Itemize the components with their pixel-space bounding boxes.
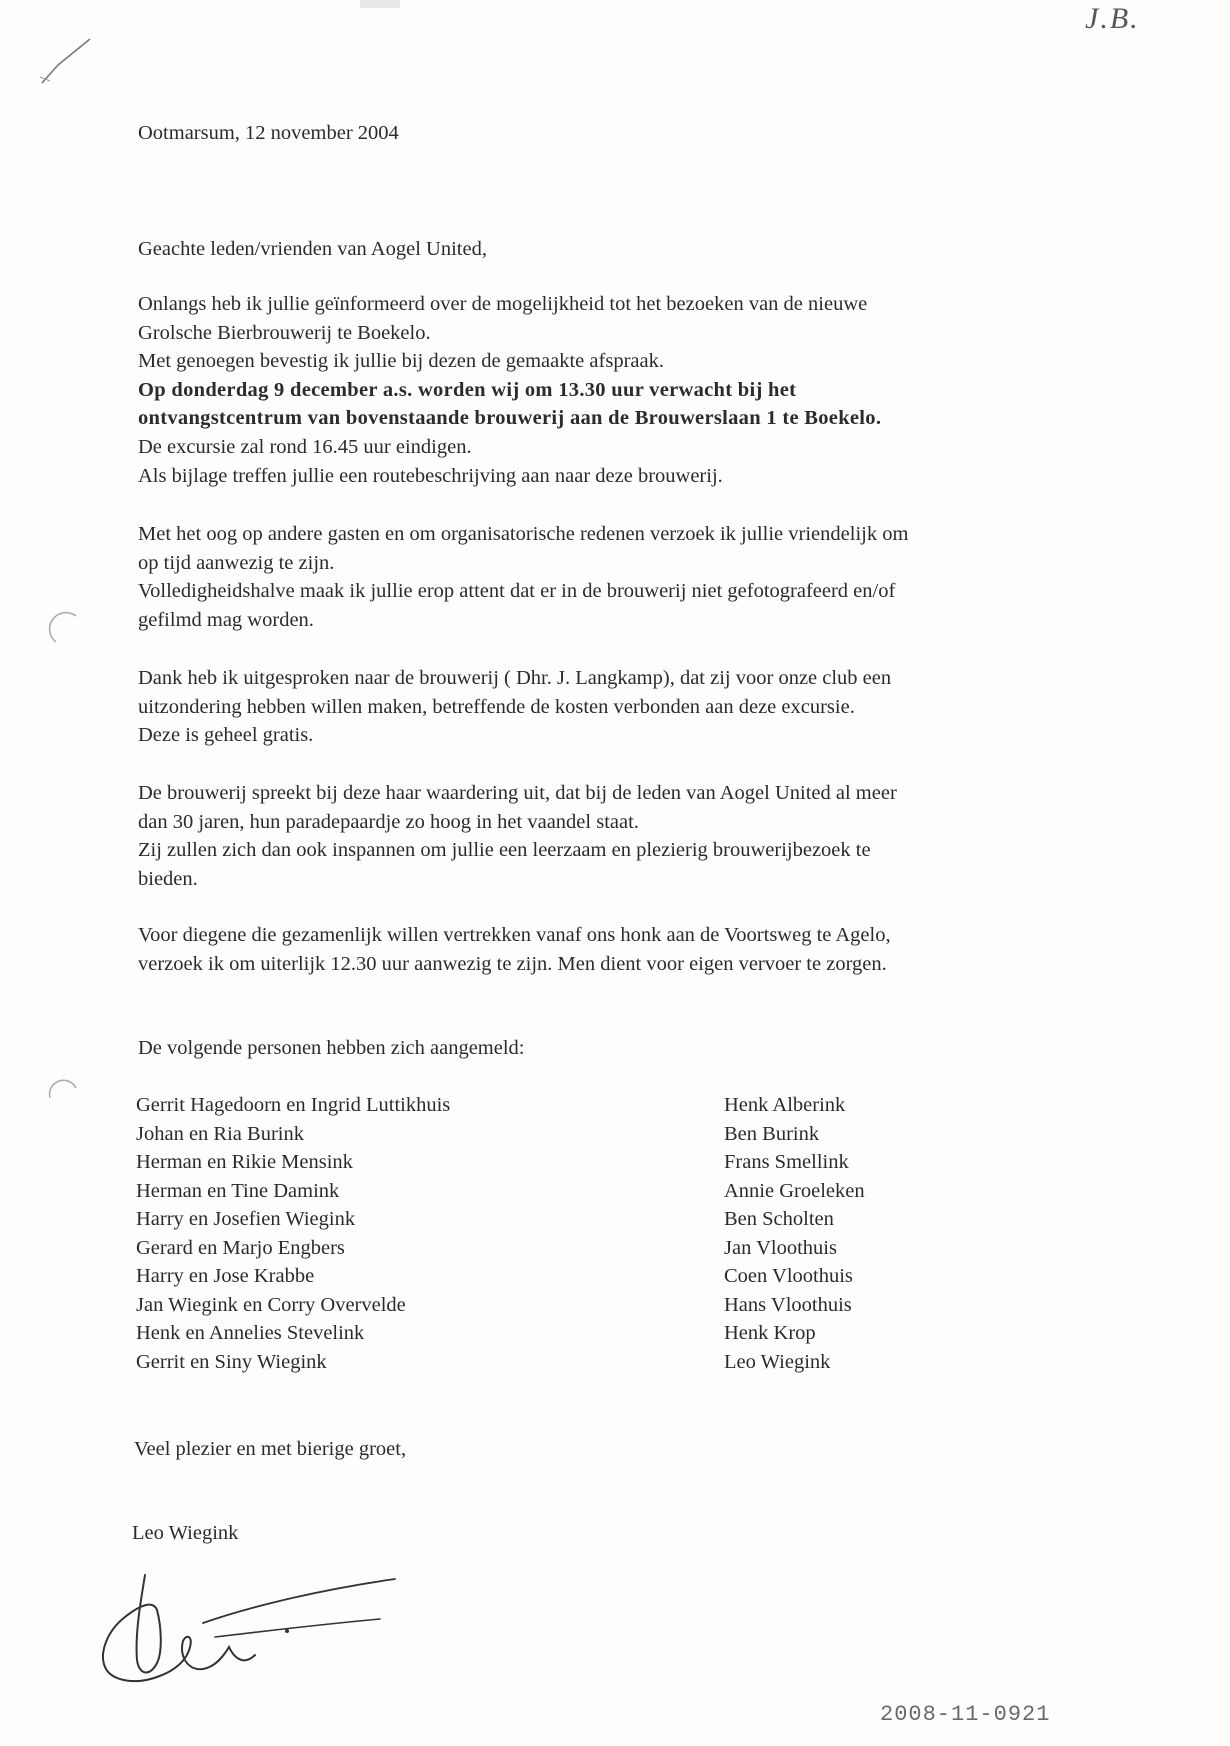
- text-line: dan 30 jaren, hun paradepaardje zo hoog in het vaandel staat.: [138, 810, 639, 833]
- letter-salutation: Geachte leden/vrienden van Aogel United,: [138, 238, 487, 260]
- text-line: uitzondering hebben willen maken, betreffende de kosten verbonden aan deze excursie.: [138, 695, 855, 718]
- text-line: Volledigheidshalve maak ik jullie erop attent dat er in de brouwerij niet gefotografeerd en/of: [138, 580, 896, 603]
- list-item: Jan Vloothuis: [724, 1236, 837, 1259]
- text-line: Grolsche Bierbrouwerij te Boekelo.: [138, 321, 431, 344]
- list-item: Frans Smellink: [724, 1151, 849, 1173]
- list-item: Gerrit en Siny Wiegink: [136, 1350, 327, 1373]
- list-item: Herman en Tine Damink: [136, 1179, 340, 1202]
- text-line: Zij zullen zich dan ook inspannen om jullie een leerzaam en plezierig brouwerijbezoek te: [138, 839, 871, 862]
- list-item: Gerard en Marjo Engbers: [136, 1236, 345, 1259]
- letter-place-date: Ootmarsum, 12 november 2004: [138, 122, 399, 144]
- text-line: Als bijlage treffen jullie een routebeschrijving aan naar deze brouwerij.: [138, 464, 723, 487]
- text-line: De excursie zal rond 16.45 uur eindigen.: [138, 435, 472, 458]
- attendees-intro: De volgende personen hebben zich aangemeld:: [138, 1037, 525, 1059]
- list-item: Hans Vloothuis: [724, 1293, 852, 1316]
- text-line: Voor diegene die gezamenlijk willen vertrekken vanaf ons honk aan de Voortsweg te Agelo,: [138, 924, 891, 946]
- list-item: Jan Wiegink en Corry Overvelde: [136, 1293, 406, 1316]
- text-line: Dank heb ik uitgesproken naar de brouwerij ( Dhr. J. Langkamp), dat zij voor onze club een: [138, 667, 892, 689]
- attendees-list-right: [724, 1091, 865, 1376]
- paragraph-appreciation: [138, 779, 1098, 893]
- text-line-bold: ontvangstcentrum van bovenstaande brouwerij aan de Brouwerslaan 1 te Boekelo.: [138, 407, 882, 430]
- list-item: Johan en Ria Burink: [136, 1122, 304, 1145]
- text-line: gefilmd mag worden.: [138, 608, 314, 631]
- list-item: Ben Scholten: [724, 1208, 834, 1230]
- list-item: Herman en Rikie Mensink: [136, 1151, 353, 1173]
- paragraph-thanks: [138, 664, 1098, 750]
- paragraph-punctuality: [138, 520, 1098, 634]
- list-item: Leo Wiegink: [724, 1350, 831, 1373]
- text-line: Met genoegen bevestig ik jullie bij dezen de gemaakte afspraak.: [138, 350, 664, 373]
- handwritten-corner-note: J.B.: [1085, 2, 1140, 35]
- list-item: Gerrit Hagedoorn en Ingrid Luttikhuis: [136, 1094, 451, 1116]
- text-line: Deze is geheel gratis.: [138, 724, 314, 747]
- list-item: Coen Vloothuis: [724, 1265, 853, 1287]
- list-item: Henk en Annelies Stevelink: [136, 1322, 365, 1344]
- text-line: bieden.: [138, 867, 198, 890]
- text-line: De brouwerij spreekt bij deze haar waardering uit, dat bij de leden van Aogel United al meer: [138, 782, 897, 804]
- handwritten-signature: [95, 1565, 415, 1695]
- check-mark-icon: [38, 35, 98, 90]
- list-item: Ben Burink: [724, 1122, 820, 1145]
- letter-closing: Veel plezier en met bierige groet,: [134, 1438, 407, 1460]
- attendees-list-left: [136, 1091, 450, 1376]
- list-item: Harry en Jose Krabbe: [136, 1265, 315, 1287]
- punch-hole-mark: [46, 1078, 82, 1114]
- text-line: Met het oog op andere gasten en om organisatorische redenen verzoek ik jullie vriendelijk om: [138, 523, 909, 545]
- letter-signatory: Leo Wiegink: [132, 1522, 239, 1544]
- list-item: Henk Alberink: [724, 1094, 846, 1116]
- list-item: Annie Groeleken: [724, 1179, 865, 1202]
- list-item: Harry en Josefien Wiegink: [136, 1208, 356, 1230]
- paragraph-departure: [138, 921, 1098, 978]
- list-item: Henk Krop: [724, 1322, 816, 1344]
- punch-hole-mark: [46, 610, 82, 646]
- text-line: op tijd aanwezig te zijn.: [138, 551, 335, 574]
- text-line: Onlangs heb ik jullie geïnformeerd over de mogelijkheid tot het bezoeken van de nieuwe: [138, 293, 868, 315]
- text-line-bold: Op donderdag 9 december a.s. worden wij om 13.30 uur verwacht bij het: [138, 378, 797, 401]
- archive-number-stamp: 2008-11-0921: [880, 1702, 1051, 1727]
- paragraph-confirmation: [138, 290, 1098, 490]
- scan-artifact: [360, 0, 400, 8]
- text-line: verzoek ik om uiterlijk 12.30 uur aanwezig te zijn. Men dient voor eigen vervoer te zorgen.: [138, 952, 887, 975]
